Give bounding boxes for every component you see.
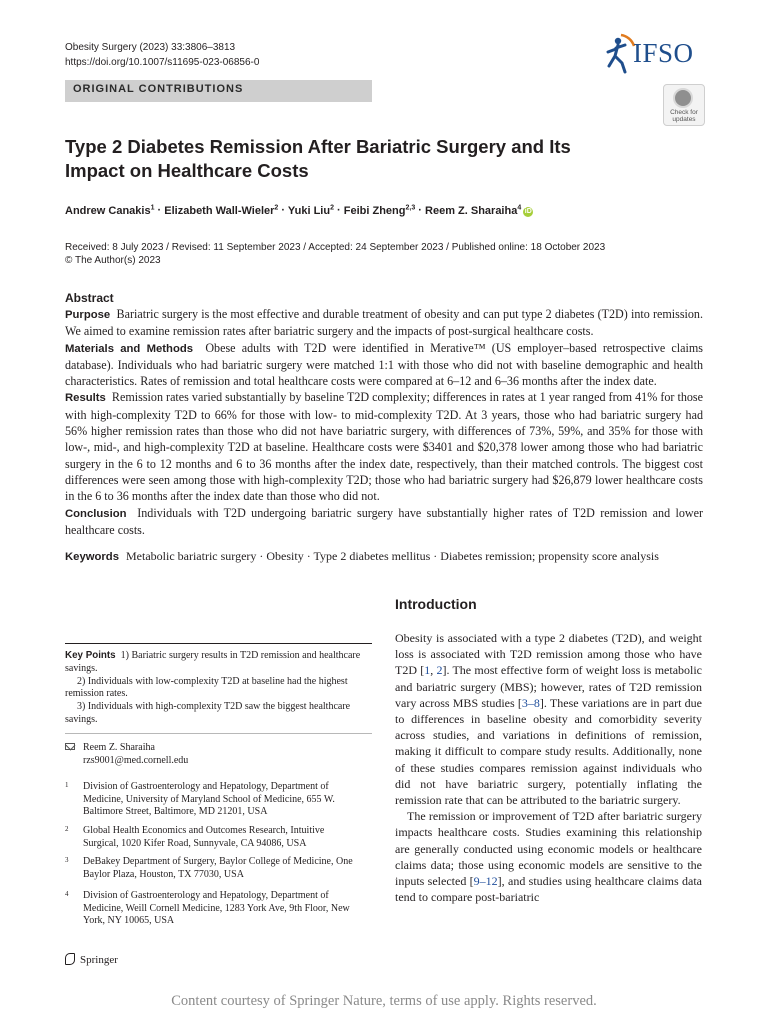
affiliation-1: 1 Division of Gastroenterology and Hepatology, Department of Medicine, University of Maryland School of Medicine, 655 W. Baltimore Street, Baltimore, MD 21201, USA bbox=[65, 781, 335, 818]
journal-citation bbox=[65, 40, 259, 70]
author-list: Andrew Canakis$^1$ · Elizabeth Wall-Wieler$^2$ · Yuki Liu$^2$ · Feibi Zheng$^{2,3}$ · Reem Z. Sharaiha$^4$iD bbox=[65, 204, 532, 217]
keywords-label: Keywords bbox=[65, 551, 119, 563]
intro-paragraph-2: The remission or improvement of T2D after bariatric surgery impacts healthcare costs. Studies examining this relationship are generally conducted using economic models or healthcare claims data; those using economic models are sensitive to the inputs selected [9–12], and studies using healthcare claims data tend to compare post-bariatric bbox=[395, 809, 702, 905]
section-banner bbox=[65, 80, 372, 102]
journal-volume: Obesity Surgery (2023) 33:3806–3813 bbox=[65, 42, 236, 53]
author-2[interactable]: Elizabeth Wall-Wieler$^2$ bbox=[164, 204, 279, 217]
ifso-logo-text: IFSO bbox=[633, 38, 694, 68]
author-5[interactable]: Reem Z. Sharaiha$^4$ bbox=[425, 204, 522, 217]
author-3[interactable]: Yuki Liu$^2$ bbox=[287, 204, 334, 217]
corresponding-author: Reem Z. Sharaiha bbox=[83, 742, 155, 753]
introduction-heading: Introduction bbox=[395, 596, 477, 612]
section-label: ORIGINAL CONTRIBUTIONS bbox=[73, 83, 244, 95]
ref-link[interactable]: 2 bbox=[436, 663, 443, 678]
orcid-icon[interactable]: iD bbox=[524, 207, 532, 215]
ref-link[interactable]: 1 bbox=[424, 663, 431, 678]
divider bbox=[65, 643, 372, 644]
author-1[interactable]: Andrew Canakis$^1$ bbox=[65, 204, 155, 217]
ifso-figure-icon bbox=[601, 32, 637, 76]
springer-logo bbox=[65, 953, 118, 966]
abstract-heading: Abstract bbox=[65, 291, 114, 305]
key-point-3: 3) Individuals with high-complexity T2D saw the biggest healthcare savings. bbox=[65, 701, 351, 725]
affiliation-3: 3 DeBakey Department of Surgery, Baylor College of Medicine, One Baylor Plaza, Houston, TX 77030, USA bbox=[65, 856, 353, 880]
ref-link[interactable]: 3–8 bbox=[521, 695, 540, 710]
key-point-2: 2) Individuals with low-complexity T2D at baseline had the highest remission rates. bbox=[65, 675, 348, 700]
affiliation-2: 2 Global Health Economics and Outcomes Research, Intuitive Surgical, 1020 Kifer Road, Sunnyvale, CA 94086, USA bbox=[65, 825, 325, 849]
abstract-body bbox=[65, 306, 703, 538]
introduction-body bbox=[395, 630, 702, 905]
courtesy-notice: Content courtesy of Springer Nature, terms of use apply. Rights reserved. bbox=[171, 993, 597, 1009]
envelope-icon bbox=[65, 743, 75, 750]
abstract-results: Results Remission rates varied substantially by baseline T2D complexity; differences in rates at 1 year ranged from 41% for those with high-complexity T2D to 66% for those with low- to mid-complexity T2D. At 3 years, those who had bariatric surgery had 56% higher remission rates than those who did not have bariatric surgery, with differences of 73%, 59%, and 35% for those with low-, mid-, and high-complexity T2D at baseline. Healthcare costs were $3401 and $20,378 lower among those who had bariatric surgery in the 6 to 12 months and 6 to 36 months after the index date, respectively, than their matched controls. The biggest cost differences were seen among those with high-complexity T2D; those who had bariatric surgery had $26,879 lower healthcare costs in the 6 to 36 months after the index date than those who did not. bbox=[65, 390, 704, 504]
key-point-1: 1) Bariatric surgery results in T2D remission and healthcare savings. bbox=[65, 650, 361, 674]
key-points bbox=[65, 650, 372, 727]
doi-link[interactable]: https://doi.org/10.1007/s11695-023-06856-0 bbox=[65, 57, 260, 68]
divider bbox=[65, 733, 372, 734]
keywords bbox=[65, 549, 725, 564]
copyright: © The Author(s) 2023 bbox=[65, 255, 161, 266]
article-dates bbox=[65, 241, 605, 267]
ref-link[interactable]: 9–12 bbox=[473, 874, 498, 889]
abstract-purpose: Purpose Bariatric surgery is the most effective and durable treatment of obesity and can put type 2 diabetes (T2D) into remission. We aimed to examine remission rates after bariatric surgery and the impacts of post-surgical healthcare costs. bbox=[65, 307, 704, 339]
publisher-name: Springer bbox=[80, 954, 118, 966]
author-4[interactable]: Feibi Zheng$^{2,3}$ bbox=[343, 204, 416, 217]
key-points-label: Key Points bbox=[65, 650, 116, 661]
abstract-conclusion: Conclusion Individuals with T2D undergoing bariatric surgery have substantially higher rates of T2D remission and lower healthcare costs. bbox=[65, 505, 704, 537]
check-updates-label: Check for updates bbox=[670, 109, 698, 123]
correspondence bbox=[65, 741, 365, 767]
email-link[interactable]: rzs9001@med.cornell.edu bbox=[83, 755, 189, 766]
abstract-methods: Materials and Methods Obese adults with T2D were identified in Merative™ (US employer–based retrospective claims database). Individuals who had bariatric surgery were matched 1:1 with those who did not with baseline demographic and health characteristics. Rates of remission and total healthcare costs were compared at 6–12 and 6–36 months after the index date. bbox=[65, 340, 703, 389]
intro-paragraph-1: Obesity is associated with a type 2 diabetes (T2D), and weight loss is associated with T2D remission among those who have T2D [1, 2]. The most effective form of weight loss is metabolic and bariatric surgery (MBS); however, rates of T2D remission vary across MBS studies [3–8]. These variations are in part due to differences in baseline obesity and comorbidity severity across studies, and variations in definitions of remission, making it difficult to compare study results. Additionally, none of these studies compares remission against individuals who did not have bariatric surgery, potentially inflating the remission rate that can be attributed to the bariatric surgery. bbox=[395, 631, 703, 808]
affiliation-4: 4 Division of Gastroenterology and Hepatology, Department of Medicine, Weill Cornell Medicine, 1283 York Ave, 9th Floor, New York, NY 10065, USA bbox=[65, 890, 350, 927]
check-for-updates-button[interactable] bbox=[663, 84, 705, 126]
check-updates-icon bbox=[673, 88, 693, 108]
article-title: Type 2 Diabetes Remission After Bariatric Surgery and Its Impact on Healthcare Costs bbox=[65, 136, 571, 181]
history-dates: Received: 8 July 2023 / Revised: 11 September 2023 / Accepted: 24 September 2023 / Published online: 18 October 2023 bbox=[65, 242, 606, 253]
springer-horse-icon bbox=[65, 953, 75, 965]
keywords-text: Metabolic bariatric surgery · Obesity · Type 2 diabetes mellitus · Diabetes remission; propensity score analysis bbox=[126, 549, 659, 563]
